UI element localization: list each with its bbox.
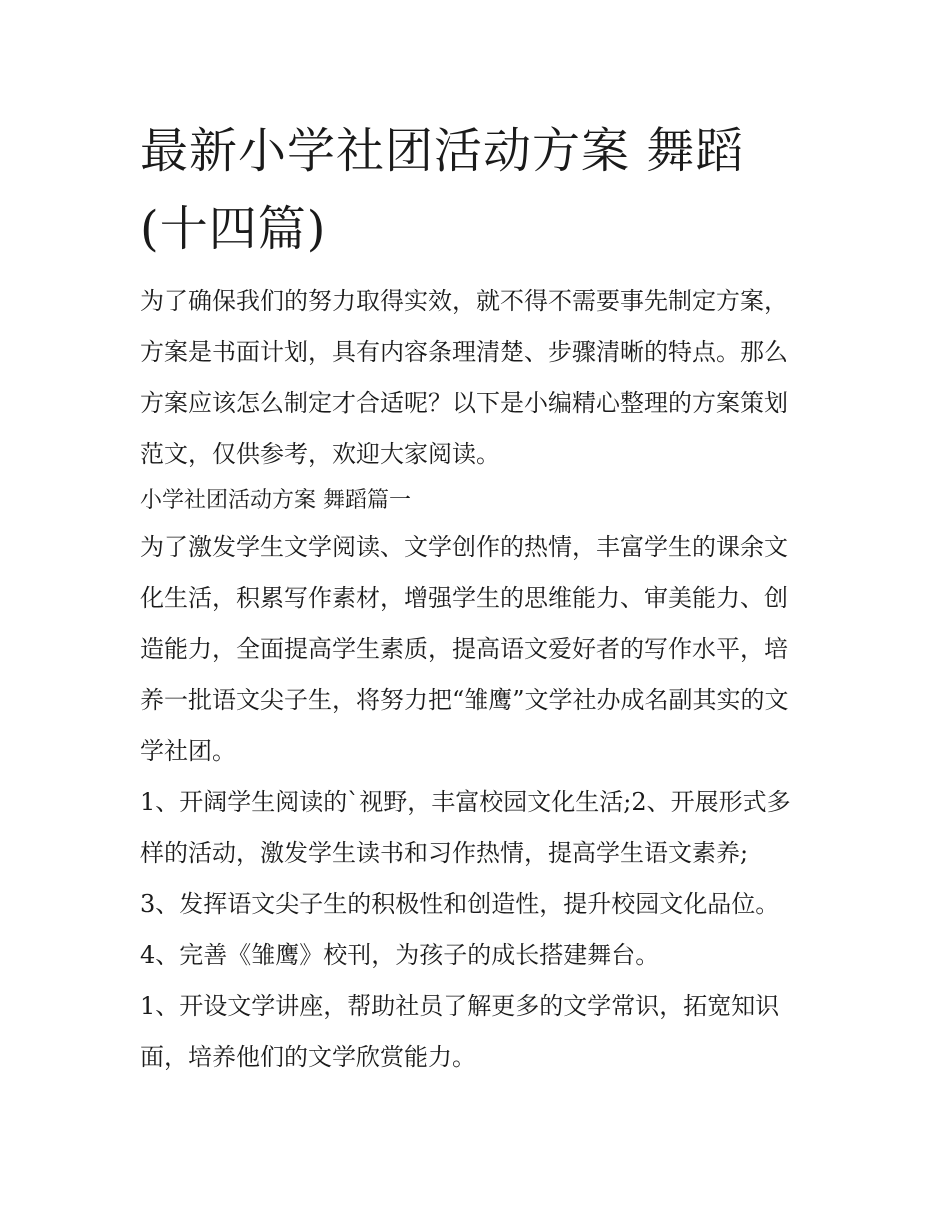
text-line: 养一批语文尖子生，将努力把“雏鹰”文学社办成名副其实的文 bbox=[140, 686, 789, 714]
goals-paragraph bbox=[140, 777, 820, 879]
purpose-paragraph bbox=[140, 522, 820, 777]
goal-item-3: 3、发挥语文尖子生的积极性和创造性，提升校园文化品位。 bbox=[140, 890, 780, 918]
title-line-2: (十四篇) bbox=[140, 201, 327, 257]
title-line-1: 最新小学社团活动方案 舞蹈 bbox=[140, 123, 745, 179]
intro-paragraph bbox=[140, 276, 820, 480]
text-line: 化生活，积累写作素材，增强学生的思维能力、审美能力、创 bbox=[140, 584, 788, 612]
section-heading: 小学社团活动方案 舞蹈篇一 bbox=[140, 488, 411, 513]
text-line: 造能力，全面提高学生素质，提高语文爱好者的写作水平，培 bbox=[140, 635, 788, 663]
text-line: 面，培养他们的文学欣赏能力。 bbox=[140, 1043, 476, 1071]
text-line: 1、开阔学生阅读的`视野，丰富校园文化生活;2、开展形式多 bbox=[140, 788, 791, 816]
activity-paragraph bbox=[140, 981, 820, 1083]
document-title bbox=[140, 112, 840, 268]
document-body bbox=[140, 276, 820, 1083]
text-line: 学社团。 bbox=[140, 737, 236, 765]
text-line: 为了确保我们的努力取得实效，就不得不需要事先制定方案， bbox=[140, 287, 788, 315]
text-line: 样的活动，激发学生读书和习作热情，提高学生语文素养; bbox=[140, 839, 749, 867]
goal-item-4: 4、完善《雏鹰》校刊，为孩子的成长搭建舞台。 bbox=[140, 941, 660, 969]
text-line: 为了激发学生文学阅读、文学创作的热情，丰富学生的课余文 bbox=[140, 533, 788, 561]
text-line: 方案是书面计划，具有内容条理清楚、步骤清晰的特点。那么 bbox=[140, 338, 788, 366]
text-line: 方案应该怎么制定才合适呢？以下是小编精心整理的方案策划 bbox=[140, 389, 788, 417]
text-line: 范文，仅供参考，欢迎大家阅读。 bbox=[140, 440, 500, 468]
text-line: 1、开设文学讲座，帮助社员了解更多的文学常识，拓宽知识 bbox=[140, 992, 780, 1020]
